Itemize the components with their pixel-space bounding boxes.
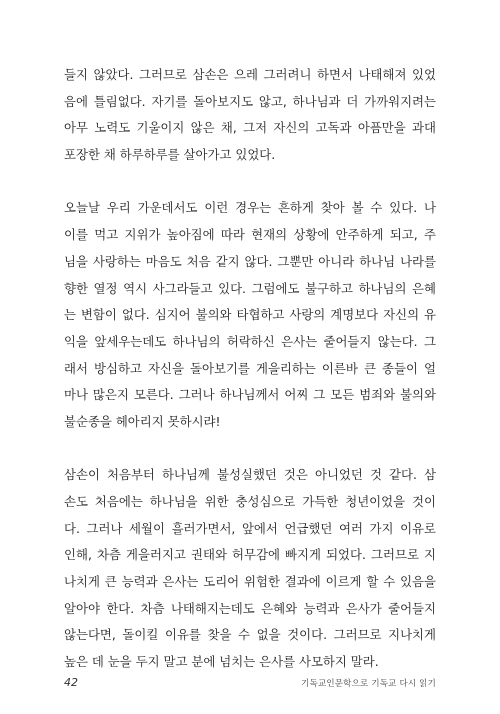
text-line: 포장한 채 하루하루를 살아가고 있었다. <box>64 147 276 163</box>
paragraph <box>64 462 436 676</box>
text-line: 래서 방심하고 자신을 돌아보기를 게을리하는 이른바 큰 종들이 얼 <box>64 360 436 376</box>
text-line: 않는다면, 돌이킬 이유를 찾을 수 없을 것이다. 그러므로 지나치게 <box>64 627 436 643</box>
paragraph-gap <box>64 436 436 463</box>
text-line: 불순종을 헤아리지 못하시랴! <box>64 413 221 429</box>
paragraph-gap <box>64 169 436 196</box>
text-line: 익을 앞세우는데도 하나님의 허락하신 은사는 줄어들지 않는다. 그 <box>64 333 436 349</box>
text-line: 님을 사랑하는 마음도 처음 같지 않다. 그뿐만 아니라 하나님 나라를 <box>64 253 436 269</box>
text-line: 오늘날 우리 가운데서도 이런 경우는 흔하게 찾아 볼 수 있다. 나 <box>64 200 436 216</box>
text-line: 는 변함이 없다. 심지어 불의와 타협하고 사랑의 계명보다 자신의 유 <box>64 307 436 323</box>
text-line: 음에 틀림없다. 자기를 돌아보지도 않고, 하나님과 더 가까워지려는 <box>64 93 436 109</box>
page-footer <box>64 676 436 692</box>
text-line: 인해, 차츰 게을러지고 권태와 허무감에 빠지게 되었다. 그러므로 지 <box>64 547 436 563</box>
paragraph <box>64 62 436 169</box>
text-line: 높은 데 눈을 두지 말고 분에 넘치는 은사를 사모하지 말라. <box>64 654 379 670</box>
text-line: 다. 그러나 세월이 흘러가면서, 앞에서 언급했던 여러 가지 이유로 <box>64 520 436 536</box>
body-text <box>64 62 436 676</box>
page-number: 42 <box>64 676 78 689</box>
text-line: 향한 열정 역시 사그라들고 있다. 그럼에도 불구하고 하나님의 은혜 <box>64 280 436 296</box>
text-line: 아무 노력도 기울이지 않은 채, 그저 자신의 고독과 아픔만을 과대 <box>64 120 436 136</box>
text-line: 나치게 큰 능력과 은사는 도리어 위험한 결과에 이르게 할 수 있음을 <box>64 574 436 590</box>
paragraph <box>64 195 436 435</box>
text-line: 이를 먹고 지위가 높아짐에 따라 현재의 상황에 안주하게 되고, 주 <box>64 227 436 243</box>
text-line: 들지 않았다. 그러므로 삼손은 으레 그러려니 하면서 나태해져 있었 <box>64 67 436 82</box>
running-title: 기독교인문학으로 기독교 다시 읽기 <box>301 679 436 689</box>
text-line: 손도 처음에는 하나님을 위한 충성심으로 가득한 청년이었을 것이 <box>64 494 436 509</box>
text-line: 알아야 한다. 차츰 나태해지는데도 은혜와 능력과 은사가 줄어들지 <box>64 600 436 616</box>
text-line: 삼손이 처음부터 하나님께 불성실했던 것은 아니었던 것 같다. 삼 <box>64 467 436 483</box>
text-line: 마나 많은지 모른다. 그러나 하나님께서 어찌 그 모든 범죄와 불의와 <box>64 387 436 403</box>
